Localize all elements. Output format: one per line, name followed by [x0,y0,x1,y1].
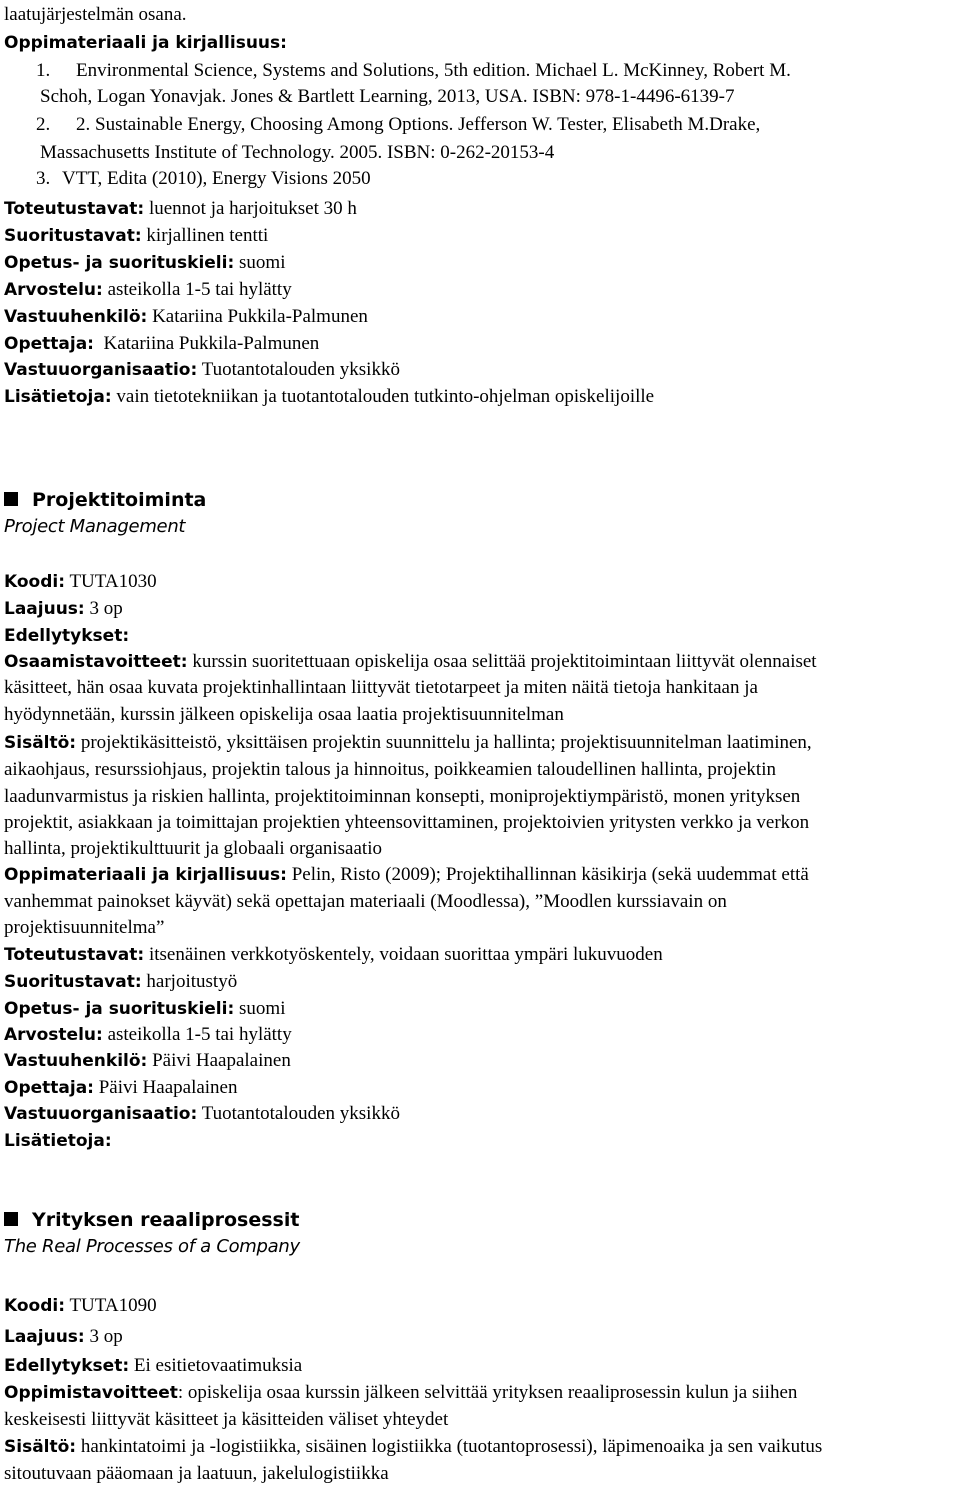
course2-field-opettaja: Opettaja: Päivi Haapalainen [4,1077,238,1098]
ref-text: Environmental Science, Systems and Solutions, 5th edition. Michael L. McKinney, Robert M. [76,60,791,81]
course1-ref-2 [36,112,760,138]
course2-osaamistavoitteet-cont: hyödynnetään, kurssin jälkeen opiskelija osaa laatia projektisuunnitelman [4,704,564,725]
course2-sisalto-cont: hallinta, projektikulttuurit ja globaali organisaatio [4,838,382,859]
course1-field-suoritustavat: Suoritustavat: kirjallinen tentti [4,225,269,246]
course2-field-vastuuorganisaatio: Vastuuorganisaatio: Tuotantotalouden yksikkö [4,1103,400,1124]
course2-sisalto-cont: projektit, asiakkaan ja toimittajan projektien yhteensovittaminen, projektoivien yritysten verkko ja verkon [4,812,810,833]
course3-sisalto: Sisältö: hankintatoimi ja -logistiikka, sisäinen logistiikka (tuotantoprosessi), läpimenoaika ja sen vaikutus [4,1436,823,1457]
course3-oppimistavoitteet-cont: keskeisesti liittyvät käsitteet ja käsitteiden väliset yhteydet [4,1409,449,1430]
materials-label: Oppimateriaali ja kirjallisuus: [4,33,287,53]
course2-title: Projektitoiminta [4,486,206,514]
course1-ref-3 [36,166,371,192]
ref-number: 3. [36,168,51,189]
course2-materials-cont: projektisuunnitelma” [4,917,165,938]
course1-field-lisatietoja: Lisätietoja: vain tietotekniikan ja tuotantotalouden tutkinto-ohjelman opiskelijoille [4,386,655,407]
course2-field-lisatietoja: Lisätietoja: [4,1131,112,1151]
square-bullet-icon [4,1212,18,1226]
course2-materials: Oppimateriaali ja kirjallisuus: Pelin, Risto (2009); Projektihallinnan käsikirja (sekä uudemmat että [4,864,809,885]
ref-text: 2. Sustainable Energy, Choosing Among Options. Jefferson W. Tester, Elisabeth M.Drake, [76,114,761,135]
ref-number: 2. [36,114,51,135]
course1-materials-heading [4,30,287,56]
course2-materials-cont: vanhemmat painokset käyvät) sekä opettajan materiaali (Moodlessa), ”Moodlen kurssiavain on [4,891,727,912]
course2-field-vastuuhenkilo: Vastuuhenkilö: Päivi Haapalainen [4,1050,291,1071]
course1-field-arvostelu: Arvostelu: asteikolla 1-5 tai hylätty [4,279,292,300]
course2-laajuus: Laajuus: 3 op [4,598,123,619]
course1-ref-2-cont: Massachusetts Institute of Technology. 2005. ISBN: 0-262-20153-4 [40,142,555,163]
ref-number: 1. [36,60,51,81]
course3-koodi: Koodi: TUTA1090 [4,1295,157,1316]
course2-edellytykset: Edellytykset: [4,626,130,646]
course1-field-vastuuorganisaatio: Vastuuorganisaatio: Tuotantotalouden yksikkö [4,359,400,380]
course2-osaamistavoitteet-cont: käsitteet, hän osaa kuvata projektinhallintaan liittyvät tietotarpeet ja miten näitä tietoja hankitaan ja [4,677,758,698]
course1-ref-1 [36,58,791,84]
ref-text: VTT, Edita (2010), Energy Visions 2050 [62,168,371,189]
course3-laajuus: Laajuus: 3 op [4,1326,123,1347]
course1-field-vastuuhenkilo: Vastuuhenkilö: Katariina Pukkila-Palmunen [4,306,368,327]
course2-sisalto: Sisältö: projektikäsitteistö, yksittäisen projektin suunnittelu ja hallinta; projektisuunnitelman laatiminen, [4,732,812,753]
course2-koodi: Koodi: TUTA1030 [4,571,157,592]
course3-sisalto-cont: sitoutuvaan pääomaan ja laatuun, jakelulogistiikka [4,1463,389,1484]
course1-field-kieli: Opetus- ja suorituskieli: suomi [4,252,286,273]
course1-field-toteutustavat: Toteutustavat: luennot ja harjoitukset 30 h [4,198,357,219]
square-bullet-icon [4,492,18,506]
course1-field-opettaja: Opettaja: Katariina Pukkila-Palmunen [4,333,320,354]
course2-osaamistavoitteet: Osaamistavoitteet: kurssin suoritettuaan opiskelija osaa selittää projektitoimintaan liittyvät olennaiset [4,651,817,672]
intro-tail-text: laatujärjestelmän osana. [4,4,187,25]
course2-subtitle: Project Management [4,516,186,537]
course2-sisalto-cont: aikaohjaus, resurssiohjaus, projektin talous ja hinnoitus, poikkeamien taloudellinen hallinta, projektin [4,759,776,780]
course3-edellytykset: Edellytykset: Ei esitietovaatimuksia [4,1355,303,1376]
course2-sisalto-cont: laadunvarmistus ja riskien hallinta, projektitoiminnan konsepti, moniprojektiympäristö, monen yrityksen [4,786,801,807]
course2-field-kieli: Opetus- ja suorituskieli: suomi [4,998,286,1019]
course3-subtitle: The Real Processes of a Company [4,1236,300,1257]
course2-field-toteutustavat: Toteutustavat: itsenäinen verkkotyöskentely, voidaan suorittaa ympäri lukuvuoden [4,944,663,965]
course2-field-arvostelu: Arvostelu: asteikolla 1-5 tai hylätty [4,1024,292,1045]
course3-title: Yrityksen reaaliprosessit [4,1206,299,1234]
course3-oppimistavoitteet: Oppimistavoitteet: opiskelija osaa kurssin jälkeen selvittää yrityksen reaaliprosessin kulun ja siihen [4,1382,798,1403]
course1-ref-1-cont: Schoh, Logan Yonavjak. Jones & Bartlett Learning, 2013, USA. ISBN: 978-1-4496-6139-7 [40,86,735,107]
course2-field-suoritustavat: Suoritustavat: harjoitustyö [4,971,238,992]
